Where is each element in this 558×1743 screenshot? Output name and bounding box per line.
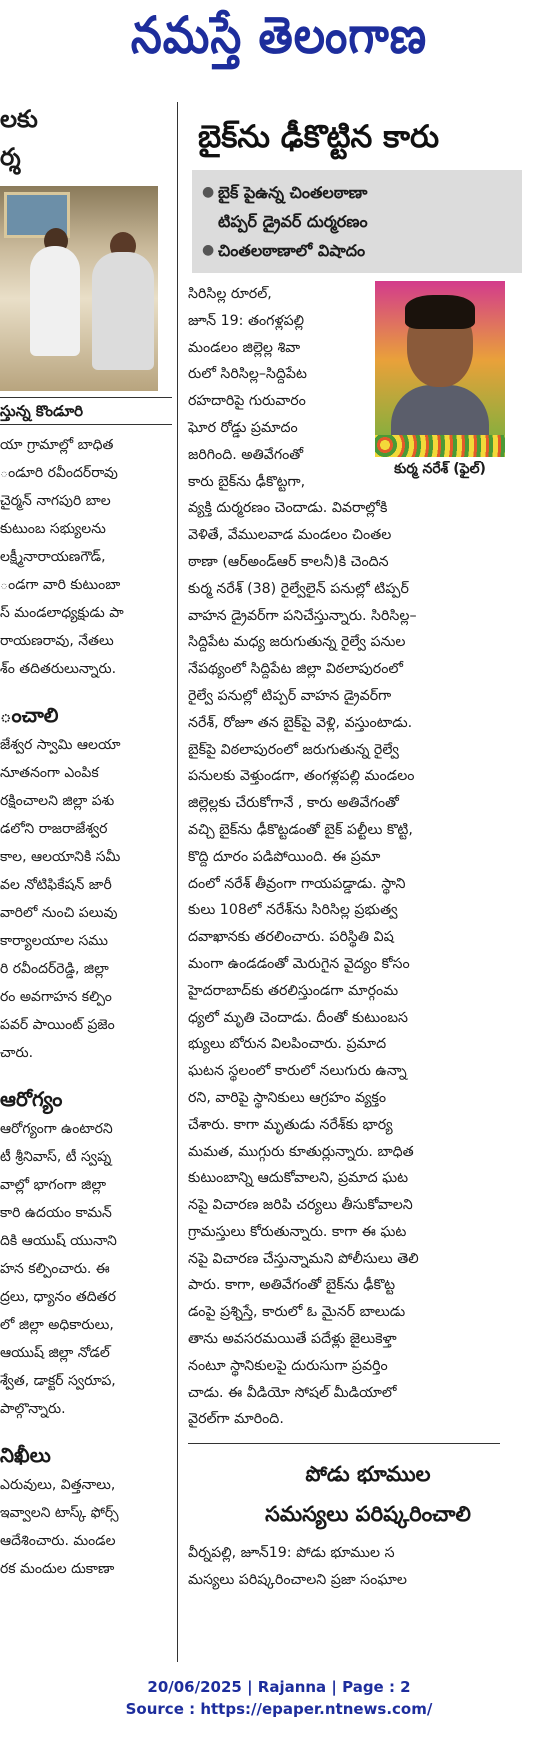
text-line: తాను అవసరమయితే పదేళ్లు జైలుకెళ్తా [188, 1331, 397, 1348]
text-line: వాహన డ్రైవర్‌గా పనిచేస్తున్నారు. సిరిసిల్ల– [188, 607, 417, 624]
text-line: యా గ్రామాల్లో బాధిత [0, 437, 114, 453]
left-text-block-d [0, 1471, 172, 1583]
text-line: కుటుంబాన్ని ఆదుకోవాలని, ప్రమాద ఘట [188, 1170, 409, 1187]
article-headline: బైక్‌ను ఢీకొట్టిన కారు [198, 119, 440, 155]
text-line: కుటుంబ సభ్యులను [0, 521, 106, 537]
text-line: ఆదేశించారు. మండల [0, 1533, 116, 1549]
text-line: కాల, ఆలయానికి సమీ [0, 849, 121, 865]
text-line: లక్ష్మీనారాయణగౌడ్, [0, 549, 106, 565]
text-line: మండలం జిల్లెల్ల శివా [188, 339, 301, 356]
text-line: ఘోర రోడ్డు ప్రమాదం [188, 419, 298, 436]
second-headline-line: పోడు భూముల [305, 1462, 431, 1487]
text-line: కార్యాలయాల సము [0, 933, 108, 949]
text-line: జిల్లెల్లకు చేరుకోగానే , కారు అతివేగంతో [188, 795, 399, 812]
text-line: నపై విచారణ జరిపి చర్యలు తీసుకోవాలని [188, 1197, 413, 1214]
left-text-block-b [0, 731, 172, 1067]
text-line: వల నోటిఫికేషన్ జారీ [0, 877, 112, 893]
text-line: ండూరి రవీందర్‌రావు [0, 465, 118, 481]
text-line: రహదారిపై గురువారం [188, 393, 306, 410]
bullet-item [202, 178, 514, 236]
text-line: వాల్లో భాగంగా జిల్లా [0, 1177, 107, 1193]
text-line: మంగా ఉండడంతో మెరుగైన వైద్యం కోసం [188, 955, 410, 972]
text-line: వైరల్‌గా మారింది. [188, 1411, 284, 1428]
text-line: వ్యక్తి దుర్మరణం చెందాడు. వివరాల్లోకి [188, 500, 388, 517]
portrait-box [375, 281, 505, 491]
left-column [0, 100, 172, 1660]
text-line: ధ్యలో మృతి చెందాడు. దీంతో కుటుంబస [188, 1009, 408, 1026]
left-subheading: నిఖీలు [0, 1443, 51, 1467]
text-line: పాల్గొన్నారు. [0, 1401, 66, 1417]
text-line: దంలో నరేశ్ తీవ్రంగా గాయపడ్డాడు. స్థాని [188, 875, 406, 892]
text-line: నరేశ్, రోజూ తన బైక్‌పై వెళ్లి, వస్తుంటాడు. [188, 714, 413, 731]
masthead [0, 0, 558, 84]
portrait-caption: కుర్మ నరేశ్ (ఫైల్) [394, 461, 486, 477]
news-photo [0, 186, 158, 391]
bullet-text: బైక్ పైఉన్న చింతలఠాణా [218, 183, 368, 202]
text-line: శ్‌ం తదితరులున్నారు. [0, 661, 117, 677]
text-line: డంపై ప్రశ్నిస్తే, కారులో ఓ మైనర్ బాలుడు [188, 1304, 406, 1321]
bullet-text: టిప్పర్ డ్రైవర్ దుర్మరణం [218, 212, 368, 231]
text-line: నపై విచారణ చేస్తున్నామని పోలీసులు తెలి [188, 1250, 419, 1267]
text-line: వచ్చి బైక్‌ను ఢీకొట్టడంతో బైక్ పల్టీలు కొట్టి, [188, 821, 413, 838]
text-line: నంటూ స్థానికులపై దురుసుగా ప్రవర్తిం [188, 1357, 388, 1374]
text-line: రులో సిరిసిల్ల–సిద్దిపేట [188, 366, 307, 383]
text-line: కులు 108లో నరేశ్‌ను సిరిసిల్ల ప్రభుత్వ [188, 902, 398, 919]
text-line: ఘటన స్థలంలో కారులో నలుగురు ఉన్నా [188, 1063, 407, 1080]
footer-source-link[interactable]: Source : https://epaper.ntnews.com/ [125, 1700, 433, 1718]
text-line: చేశారు. కాగా మృతుడు నరేశ్‌కు భార్య [188, 1116, 393, 1133]
page-footer [0, 1676, 558, 1720]
second-article-body [188, 1540, 548, 1594]
text-line: ఆరోగ్యంగా ఉంటారని [0, 1121, 113, 1137]
text-line: పారు. కాగా, అతివేగంతో బైక్‌ను ఢీకొట్ట [188, 1277, 396, 1294]
bullet-item [202, 236, 514, 265]
text-line: వెళితే, వేములవాడ మండలం చింతల [188, 527, 392, 544]
right-column [188, 100, 548, 1594]
text-line: గ్రామస్తులు కోరుతున్నారు. కాగా ఈ ఘట [188, 1223, 407, 1240]
text-line: దికి ఆయుష్ యునాని [0, 1233, 117, 1249]
text-line: రక్షించాలని జిల్లా పశు [0, 793, 115, 809]
bullet-icon: ● [202, 242, 215, 258]
text-line: భ్యులు బోరున విలపించారు. ప్రమాద [188, 1036, 387, 1053]
text-line: చైర్మన్ నాగపురి బాల [0, 493, 111, 509]
text-line: రైల్వే పనుల్లో టిప్పర్ వాహన డ్రైవర్‌గా [188, 687, 392, 704]
portrait-photo [375, 281, 505, 457]
text-line: రం అవగాహన కల్పిం [0, 989, 112, 1005]
text-line: నేపథ్యంలో సిద్దిపేట జిల్లా విఠలాపురంలో [188, 661, 403, 678]
text-line: జేశ్వర స్వామి ఆలయా [0, 737, 121, 753]
left-subheading: ంచాలి [0, 703, 59, 727]
text-line: మమత, ముగ్గురు కూతుర్లున్నారు. బాధిత [188, 1143, 414, 1160]
text-line: మస్యలు పరిష్కరించాలని ప్రజా సంఘాల [188, 1572, 407, 1589]
text-line: కుర్మ నరేశ్ (38) రైల్వేలైన్ పనుల్లో టిప్పర్ [188, 580, 409, 597]
text-line: పవర్ పాయింట్ ప్రజెం [0, 1017, 115, 1033]
text-line: రని, వారిపై స్థానికులు ఆగ్రహం వ్యక్తం [188, 1089, 387, 1106]
left-subheading: ఆరోగ్యం [0, 1087, 63, 1111]
text-line: కారు బైక్‌ను ఢీకొట్టగా, [188, 473, 306, 490]
text-line: ఎరువులు, విత్తనాలు, [0, 1477, 116, 1493]
article-body [188, 281, 548, 1433]
photo-caption: స్తున్న కొండూరి [0, 397, 172, 425]
text-line: నూతనంగా ఎంపిక [0, 765, 99, 781]
text-line: లో జిల్లా అధికారులు, [0, 1317, 114, 1333]
text-line: సిద్దిపేట మధ్య జరుగుతున్న రైల్వే పనుల [188, 634, 406, 651]
article-narrow-block [188, 281, 366, 495]
text-line: రక మందుల దుకాణా [0, 1561, 115, 1577]
text-line: పనులకు వెళ్తుండగా, తంగళ్లపల్లి మండలం [188, 768, 415, 785]
text-line: వారిలో నుంచి పలువు [0, 905, 118, 921]
bullet-box [192, 170, 522, 273]
text-line: దవాఖానకు తరలించారు. పరిస్థితి విష [188, 929, 394, 946]
text-line: వీర్నపల్లి, జూన్19: పోడు భూముల స [188, 1545, 395, 1562]
text-line: బైక్‌పై విఠలాపురంలో జరుగుతున్న రైల్వే [188, 741, 399, 758]
text-line: ఇవ్వాలని టాస్క్ ఫోర్స్ [0, 1505, 119, 1521]
footer-date-line: 20/06/2025 | Rajanna | Page : 2 [147, 1678, 411, 1696]
second-headline-line: సమస్యలు పరిష్కరించాలి [265, 1502, 471, 1527]
text-line: స్ మండలాధ్యక్షుడు పా [0, 605, 124, 621]
text-line: ఆయుష్ జిల్లా నోడల్ [0, 1345, 110, 1361]
text-line: హన కల్పించారు. ఈ [0, 1261, 110, 1277]
masthead-title: నమస్తే తెలంగాణ [130, 6, 428, 65]
left-text-block-a [0, 431, 172, 683]
left-headline-line: ర్శ [0, 143, 21, 171]
text-line: ద్రలు, ధ్యానం తదితర [0, 1289, 116, 1305]
text-line: జరిగింది. అతివేగంతో [188, 446, 304, 463]
text-line: చాడు. ఈ వీడియో సోషల్ మీడియాలో [188, 1384, 397, 1401]
text-line: చారు. [0, 1045, 34, 1061]
bullet-text: చింతలఠాణాలో విషాదం [218, 241, 366, 260]
bullet-icon: ● [202, 184, 215, 200]
text-line: రి రవీందర్‌రెడ్డి, జిల్లా [0, 961, 109, 977]
text-line: హైదరాబాద్‌కు తరలిస్తుండగా మార్గంమ [188, 982, 399, 999]
text-line: సిరిసిల్ల రూరల్, [188, 286, 272, 302]
text-line: జూన్ 19: తంగళ్లపల్లి [188, 312, 305, 329]
text-line: డలోని రాజరాజేశ్వర [0, 821, 108, 837]
article-wide-block [188, 495, 548, 1433]
left-headline-line: లకు [0, 105, 38, 133]
text-line: ండగా వారి కుటుంబా [0, 577, 121, 593]
text-line: ఠాణా (ఆర్‌అండ్‌ఆర్ కాలనీ)కి చెందిన [188, 553, 389, 570]
left-text-block-c [0, 1115, 172, 1423]
text-line: కొద్ది దూరం పడిపోయింది. ఈ ప్రమా [188, 848, 381, 865]
section-divider [188, 1443, 500, 1444]
column-divider [177, 102, 178, 1662]
text-line: రాయణరావు, నేతలు [0, 633, 114, 649]
text-line: కారి ఉదయం కామన్ [0, 1205, 112, 1221]
text-line: శ్వేత, డాక్టర్ స్వరూప, [0, 1373, 116, 1389]
text-line: టీ శ్రీనివాస్, టీ స్వప్న [0, 1149, 112, 1165]
